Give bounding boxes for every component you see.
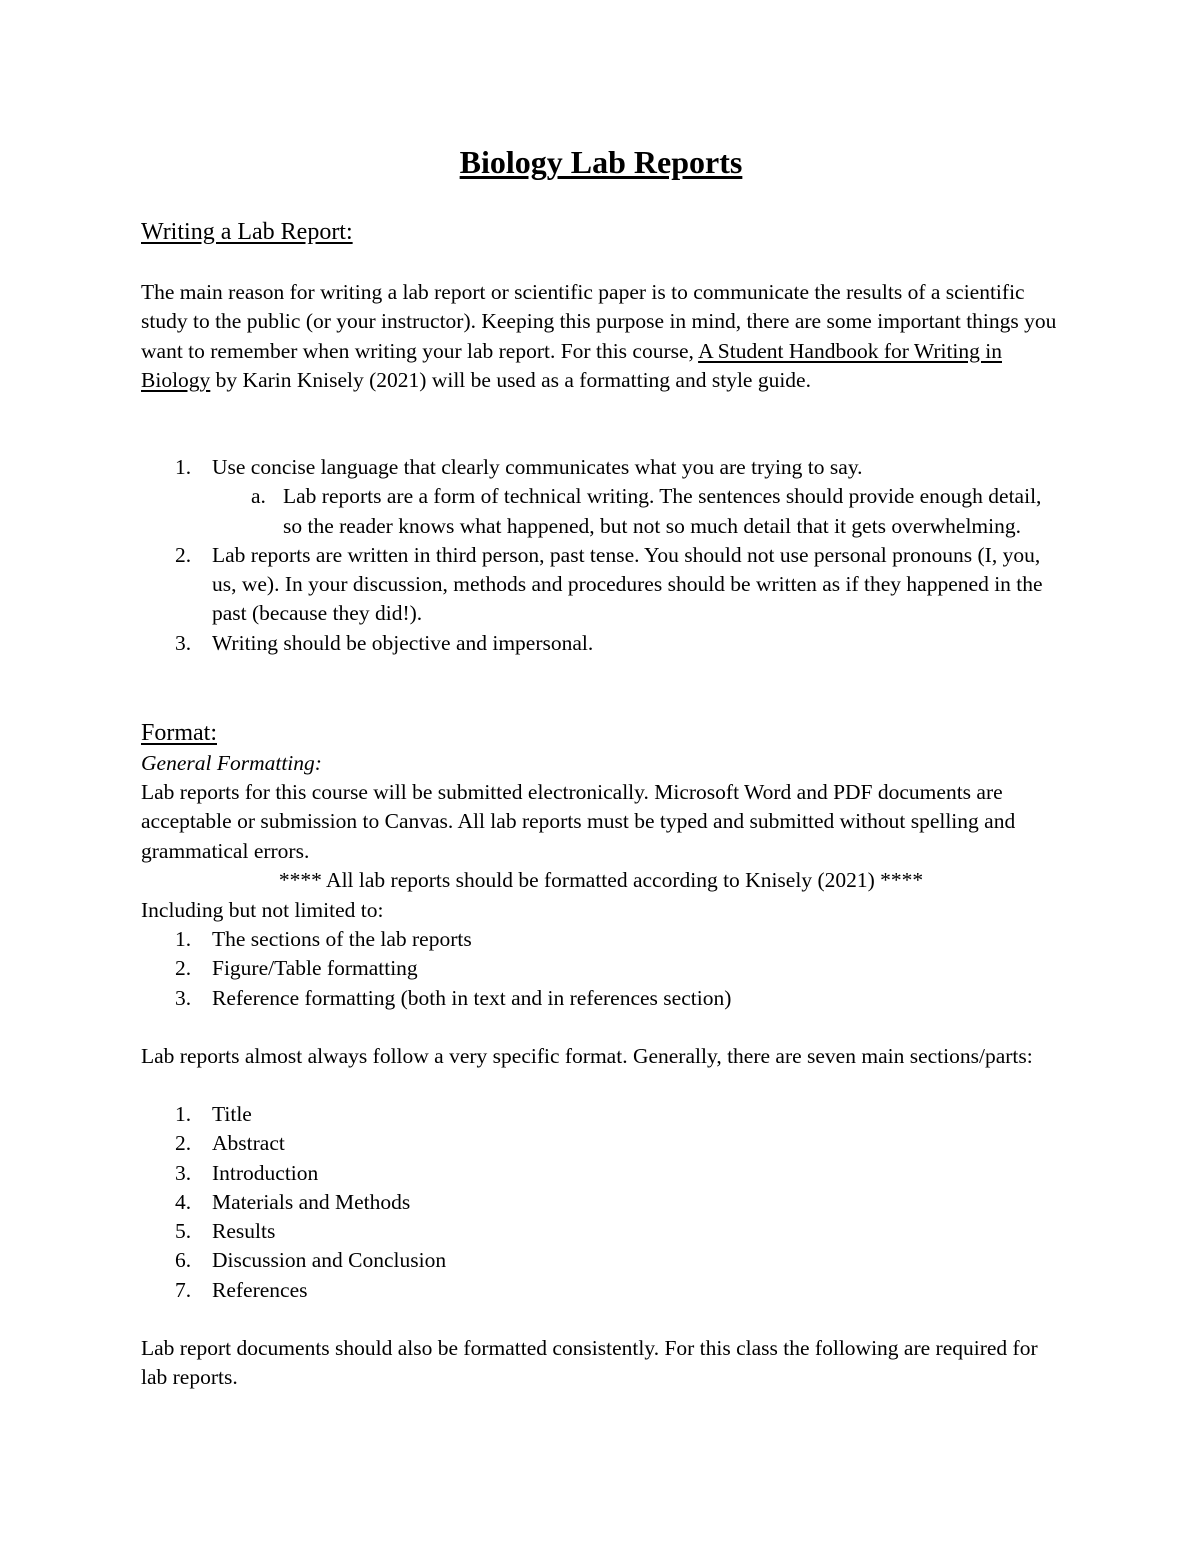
list-number: 1. xyxy=(175,1102,192,1126)
list-number: 6. xyxy=(175,1248,192,1273)
intro-text-after: by Karin Knisely (2021) will be used as a formatting and style guide. xyxy=(210,367,811,392)
list-item xyxy=(141,925,1061,954)
handbook-reference: A Student Handbook for Writing in Biology xyxy=(141,338,1002,392)
list-item-text: Writing should be objective and impersonal. xyxy=(212,630,594,655)
subheading-general-formatting: General Formatting: xyxy=(141,751,322,775)
consistency-paragraph: Lab report documents should also be formatted consistently. For this class the following are required for lab reports. xyxy=(141,1336,1038,1390)
list-item xyxy=(141,1217,1061,1246)
intro-paragraph xyxy=(141,278,1061,395)
list-number: 3. xyxy=(175,630,192,655)
list-item xyxy=(141,1188,1061,1217)
list-number: 2. xyxy=(175,956,192,981)
list-item-text: Use concise language that clearly communicates what you are trying to say. xyxy=(212,455,863,479)
report-sections-list xyxy=(141,1100,1061,1305)
list-item xyxy=(141,541,1061,629)
sections-intro-paragraph: Lab reports almost always follow a very specific format. Generally, there are seven main sections/parts: xyxy=(141,1044,1033,1068)
list-item-text: The sections of the lab reports xyxy=(212,927,472,951)
list-item-text: Title xyxy=(212,1102,252,1126)
list-number: 4. xyxy=(175,1189,192,1214)
list-item-text: Materials and Methods xyxy=(212,1189,411,1214)
formatting-note: **** All lab reports should be formatted according to Knisely (2021) **** xyxy=(278,868,924,892)
list-number: 5. xyxy=(175,1219,192,1244)
list-number: 2. xyxy=(175,1131,192,1156)
list-item xyxy=(141,453,1061,541)
list-number: 3. xyxy=(175,1160,192,1185)
writing-rules-list xyxy=(141,453,1061,658)
list-item xyxy=(141,629,1061,658)
section-heading-format: Format: xyxy=(141,720,217,746)
list-item xyxy=(141,954,1061,983)
list-number: 2. xyxy=(175,542,192,567)
including-label: Including but not limited to: xyxy=(141,898,384,922)
list-item xyxy=(141,1246,1061,1275)
list-item-text: Reference formatting (both in text and in references section) xyxy=(212,985,732,1010)
sub-list-item-text: Lab reports are a form of technical writing. The sentences should provide enough detail, so the reader knows what happened, but not so much detail that it gets overwhelming. xyxy=(283,484,1042,538)
list-item xyxy=(141,1129,1061,1158)
intro-text-before: The main reason for writing a lab report or scientific paper is to communicate the results of a scientific study to the public (or your instructor). Keeping this purpose in mind, there are some important things you want to remember when writing your lab report. For this course, xyxy=(141,280,1057,363)
sub-list xyxy=(212,482,1061,541)
list-item xyxy=(141,984,1061,1013)
format-items-list xyxy=(141,925,1061,1013)
document-title: Biology Lab Reports xyxy=(459,144,743,180)
list-item-text: References xyxy=(212,1277,308,1302)
list-number: 3. xyxy=(175,985,192,1010)
list-item xyxy=(141,1276,1061,1305)
list-item-text: Lab reports are written in third person, past tense. You should not use personal pronouns (I, you, us, we). In your discussion, methods and procedures should be written as if they happened in the past (because they did!). xyxy=(212,542,1043,626)
list-number: 1. xyxy=(175,455,192,479)
list-item xyxy=(141,1100,1061,1129)
list-number: 1. xyxy=(175,927,192,951)
formatting-paragraph: Lab reports for this course will be submitted electronically. Microsoft Word and PDF documents are acceptable or submission to Canvas. All lab reports must be typed and submitted without spelling and grammatical errors. xyxy=(141,780,1016,863)
list-number: 7. xyxy=(175,1277,192,1302)
section-heading-writing: Writing a Lab Report: xyxy=(141,219,353,245)
list-item xyxy=(141,1159,1061,1188)
list-item-text: Abstract xyxy=(212,1131,285,1156)
sub-list-letter: a. xyxy=(251,484,266,509)
list-item-text: Discussion and Conclusion xyxy=(212,1248,447,1273)
sub-list-item xyxy=(251,482,1061,541)
list-item-text: Results xyxy=(212,1219,276,1244)
list-item-text: Figure/Table formatting xyxy=(212,956,418,981)
list-item-text: Introduction xyxy=(212,1160,319,1185)
